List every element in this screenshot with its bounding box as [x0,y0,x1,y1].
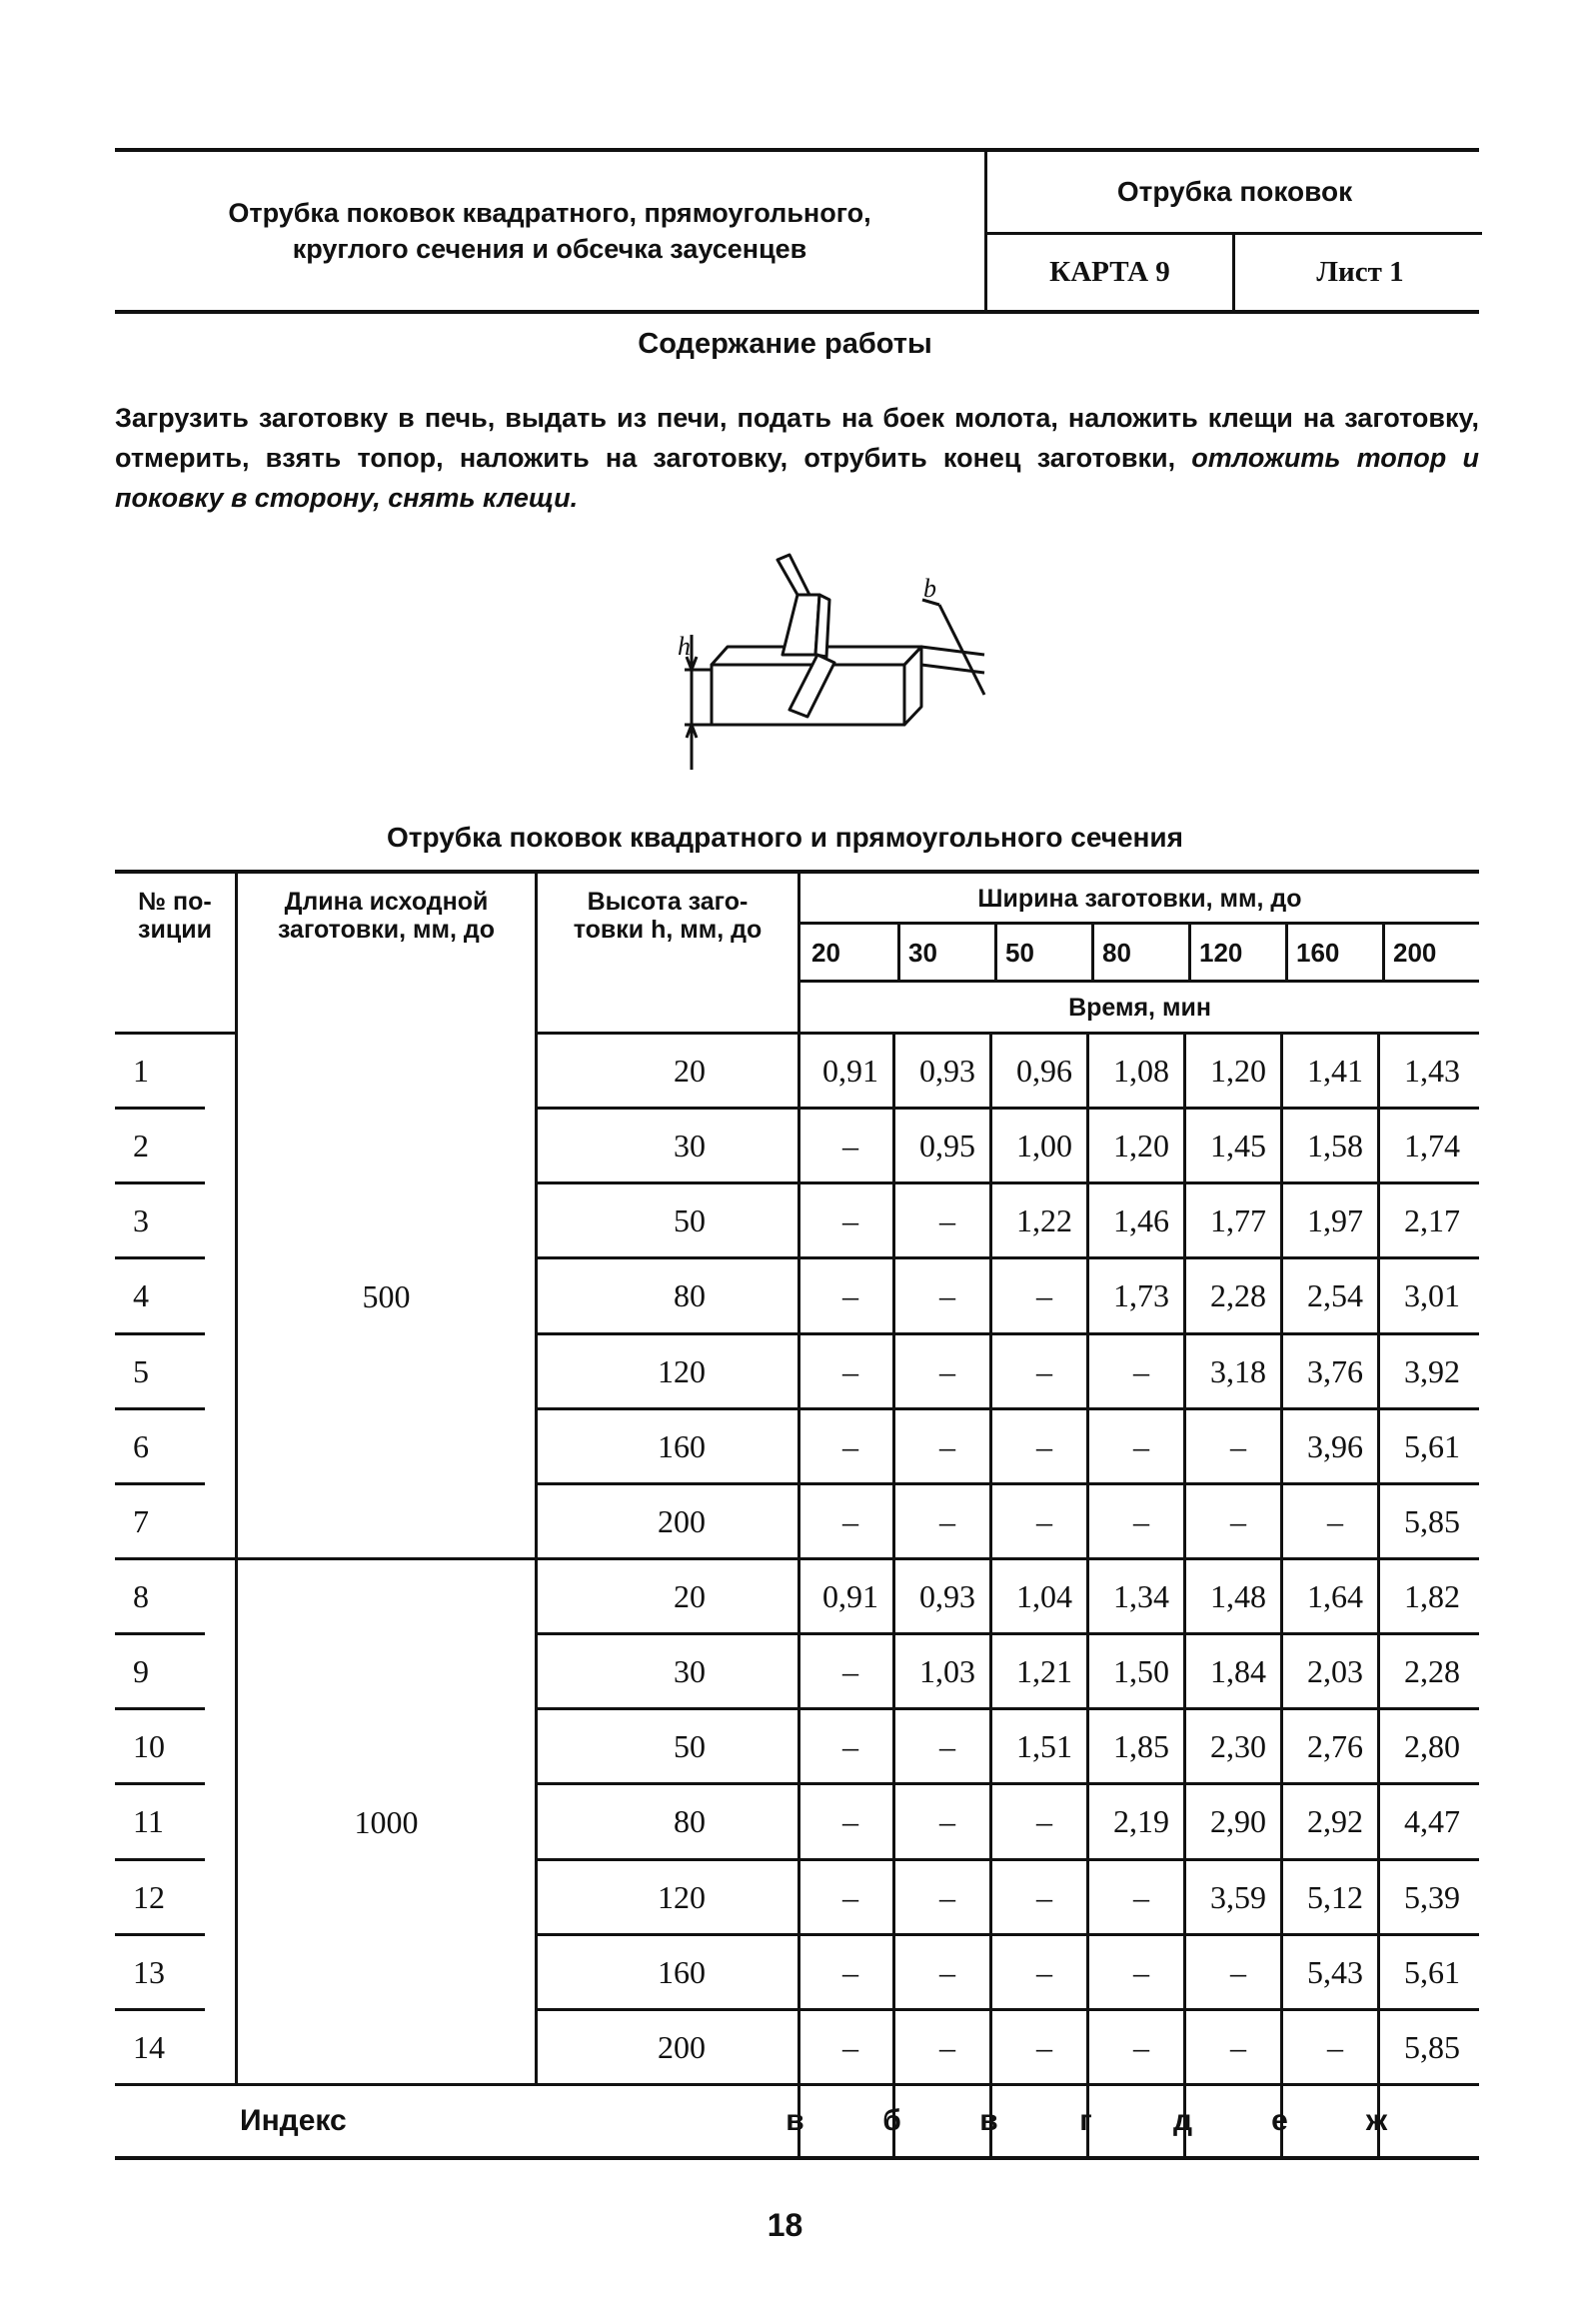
time-cell: – [939,1878,955,1915]
time-cell: – [939,1427,955,1464]
grid-h-pos [115,1332,205,1335]
time-cell: – [939,1953,955,1990]
time-cell: – [1133,1953,1149,1990]
time-cell: 1,41 [1307,1053,1363,1090]
row-position: 6 [133,1427,149,1464]
row-height: 30 [674,1128,706,1164]
time-cell: – [1036,1277,1052,1314]
grid-h-pos [115,1407,205,1410]
time-cell: – [1230,1427,1246,1464]
time-cell: 0,93 [919,1053,975,1090]
time-cell: 1,74 [1404,1128,1460,1164]
time-cell: 1,82 [1404,1578,1460,1615]
time-cell: 0,93 [919,1578,975,1615]
time-cell: – [842,1953,858,1990]
grid-h-row [535,1482,1479,1485]
time-cell: 2,30 [1210,1728,1266,1765]
grid-h-pos [115,1933,205,1936]
time-cell: 3,01 [1404,1277,1460,1314]
index-cell: б [882,2103,901,2137]
time-cell: 2,90 [1210,1803,1266,1840]
width-header-120: 120 [1199,938,1243,968]
forging-time-table [115,870,1479,2160]
time-cell: 5,39 [1404,1878,1460,1915]
time-cell: 1,45 [1210,1128,1266,1164]
grid-v-values [1377,1034,1380,2156]
time-cell: 2,28 [1404,1653,1460,1690]
axe-handle [778,555,809,595]
time-cell: 1,73 [1113,1277,1169,1314]
time-cell: 1,97 [1307,1202,1363,1239]
row-position: 3 [133,1202,149,1239]
time-cell: – [1230,1953,1246,1990]
time-cell: 1,20 [1113,1128,1169,1164]
grid-h-pos [115,1256,205,1259]
grid-h-pos [115,2008,205,2011]
grid-h-header-bottom [535,1032,1479,1035]
grid-h-pos [115,1707,205,1710]
time-cell: 1,21 [1016,1653,1072,1690]
time-cell: – [1133,1427,1149,1464]
grid-h-row [535,2008,1479,2011]
header-block [115,148,1479,314]
time-cell: 1,85 [1113,1728,1169,1765]
grid-v-length [535,874,538,2085]
time-cell: – [842,1128,858,1164]
row-height: 120 [658,1878,706,1915]
grid-v-width-header [1188,924,1191,982]
time-cell: – [939,1803,955,1840]
time-cell: 2,54 [1307,1277,1363,1314]
time-cell: – [1133,1502,1149,1539]
workpiece-diagram [640,545,999,780]
time-cell: – [1133,2028,1149,2065]
header-sheet: Лист 1 [1232,235,1485,310]
time-cell: 4,47 [1404,1803,1460,1840]
grid-v-values [1086,1034,1089,2156]
group-length-1000: 1000 [354,1803,419,1840]
grid-h-pos [115,1482,205,1485]
col-header-height-line1: Высота заго- [587,888,749,916]
work-description-main: Загрузить заготовку в печь, выдать из печи, подать на боек молота, наложить клещи на заготовку, отмерить, взять топор, наложить на заготовку, отрубить конец заготовки, [115,403,1479,473]
time-cell: – [1133,1352,1149,1389]
grid-v-height [797,874,800,2156]
header-card: КАРТА 9 [1049,256,1170,288]
width-header-20: 20 [811,938,840,968]
grid-h-row [535,1332,1479,1335]
grid-h-width-values [800,980,1479,983]
time-cell: – [842,1653,858,1690]
row-height: 200 [658,2028,706,2065]
row-height: 80 [674,1277,706,1314]
time-cell: 0,96 [1016,1053,1072,1090]
time-cell: – [842,1803,858,1840]
time-cell: – [939,1352,955,1389]
grid-h-row [535,1707,1479,1710]
time-cell: 5,85 [1404,1502,1460,1539]
grid-h-row [535,1933,1479,1936]
time-cell: – [1230,1502,1246,1539]
time-cell: – [1036,1878,1052,1915]
time-cell: – [1230,2028,1246,2065]
time-cell: 2,80 [1404,1728,1460,1765]
row-position: 10 [133,1728,165,1765]
row-height: 120 [658,1352,706,1389]
col-header-width: Ширина заготовки, мм, до [977,885,1302,913]
time-cell: 1,22 [1016,1202,1072,1239]
row-position: 8 [133,1578,149,1615]
time-cell: – [1036,1427,1052,1464]
grid-v-values [1183,1034,1186,2156]
index-cell: ж [1365,2103,1388,2137]
grid-v-values [892,1034,895,2156]
time-cell: 5,12 [1307,1878,1363,1915]
index-cell: д [1172,2103,1193,2137]
width-header-50: 50 [1005,938,1034,968]
time-cell: 5,43 [1307,1953,1363,1990]
col-header-length-line2: заготовки, мм, до [277,916,496,944]
grid-v-width-header [1091,924,1094,982]
time-cell: – [842,1427,858,1464]
index-cell: г [1079,2103,1092,2137]
grid-h-group [115,1557,1479,1560]
grid-v-width-header [897,924,900,982]
time-cell: 1,58 [1307,1128,1363,1164]
row-position: 5 [133,1352,149,1389]
index-cell: е [1271,2103,1288,2137]
row-height: 80 [674,1803,706,1840]
grid-v-values [989,1034,992,2156]
bar-right-face [904,647,921,725]
time-cell: 5,61 [1404,1953,1460,1990]
time-cell: – [1036,1502,1052,1539]
width-header-160: 160 [1296,938,1340,968]
time-cell: – [1036,1953,1052,1990]
width-header-80: 80 [1102,938,1131,968]
row-position: 13 [133,1953,165,1990]
axe-blade [783,595,819,655]
grid-h-row [535,1632,1479,1635]
grid-v-width-header [1382,924,1385,982]
col-header-position-line2: зиции [138,916,212,944]
time-cell: – [939,1502,955,1539]
row-height: 30 [674,1653,706,1690]
grid-h-row [535,1181,1479,1184]
header-title [115,152,984,310]
time-cell: 0,91 [822,1578,878,1615]
row-height: 160 [658,1953,706,1990]
grid-h-row [535,1407,1479,1410]
time-cell: – [842,1277,858,1314]
time-cell: 2,17 [1404,1202,1460,1239]
time-cell: 1,04 [1016,1578,1072,1615]
index-cell: в [979,2103,998,2137]
header-right [984,152,1482,310]
grid-v-values [1280,1034,1283,2156]
time-cell: 2,76 [1307,1728,1363,1765]
grid-h-row [535,1256,1479,1259]
time-cell: – [939,1277,955,1314]
group-length-500: 500 [362,1277,411,1314]
time-cell: 1,20 [1210,1053,1266,1090]
time-cell: – [842,1728,858,1765]
header-title-line2: круглого сечения и обсечка заусенцев [292,234,807,264]
time-cell: – [842,1878,858,1915]
time-cell: 1,00 [1016,1128,1072,1164]
row-height: 20 [674,1053,706,1090]
row-position: 2 [133,1128,149,1164]
label-h: h [678,632,691,661]
time-cell: 1,50 [1113,1653,1169,1690]
time-cell: – [1327,1502,1343,1539]
time-cell: – [842,1352,858,1389]
row-height: 160 [658,1427,706,1464]
time-cell: – [1036,1352,1052,1389]
row-height: 50 [674,1202,706,1239]
time-cell: 1,46 [1113,1202,1169,1239]
time-cell: 1,84 [1210,1653,1266,1690]
col-header-height [538,874,797,1034]
row-position: 11 [133,1803,164,1840]
grid-h-pos [115,1107,205,1110]
grid-h-pos [115,1181,205,1184]
time-cell: – [842,2028,858,2065]
col-header-length [238,874,535,1034]
time-cell: 2,92 [1307,1803,1363,1840]
time-cell: – [939,1728,955,1765]
grid-v-width-header [994,924,997,982]
time-cell: 3,92 [1404,1352,1460,1389]
time-cell: 2,19 [1113,1803,1169,1840]
width-header-200: 200 [1393,938,1437,968]
page-number: 18 [767,2207,803,2243]
grid-h-width-header [800,922,1479,925]
grid-h-pos [115,1782,205,1785]
work-description-tail: отложить топор и поковку в сторону, снять клещи. [115,443,1479,513]
col-header-position-line1: № по- [138,888,212,916]
row-position: 14 [133,2028,165,2065]
label-b: b [923,574,936,603]
index-label: Индекс [240,2103,347,2137]
index-cell: в [785,2103,804,2137]
row-position: 9 [133,1653,149,1690]
header-title-line1: Отрубка поковок квадратного, прямоугольного, [228,198,871,228]
time-cell: – [842,1502,858,1539]
time-cell: 1,03 [919,1653,975,1690]
time-cell: – [1036,2028,1052,2065]
time-cell: – [1327,2028,1343,2065]
col-header-position [115,874,235,1034]
time-cell: 1,43 [1404,1053,1460,1090]
time-cell: 3,18 [1210,1352,1266,1389]
time-cell: 2,28 [1210,1277,1266,1314]
time-cell: 1,34 [1113,1578,1169,1615]
time-cell: 3,96 [1307,1427,1363,1464]
grid-v-pos [235,874,238,2085]
width-header-30: 30 [908,938,937,968]
time-cell: 1,48 [1210,1578,1266,1615]
grid-h-row [535,1782,1479,1785]
time-cell: 0,95 [919,1128,975,1164]
grid-h-index [115,2083,1479,2086]
time-cell: 1,08 [1113,1053,1169,1090]
time-cell: 1,51 [1016,1728,1072,1765]
row-height: 200 [658,1502,706,1539]
col-header-height-line2: товки h, мм, до [573,916,763,944]
time-cell: 1,64 [1307,1578,1363,1615]
b-extension-top [921,647,984,655]
row-height: 50 [674,1728,706,1765]
time-cell: – [1133,1878,1149,1915]
col-header-length-line1: Длина исходной [284,888,489,916]
time-cell: 5,85 [1404,2028,1460,2065]
grid-h-row [535,1858,1479,1861]
work-description [115,398,1479,518]
grid-h-row [535,1107,1479,1110]
time-cell: – [1036,1803,1052,1840]
time-cell: 3,59 [1210,1878,1266,1915]
row-height: 20 [674,1578,706,1615]
grid-v-width-header [1285,924,1288,982]
row-position: 1 [133,1053,149,1090]
table-title: Отрубка поковок квадратного и прямоугольного сечения [386,822,1183,853]
row-position: 4 [133,1277,149,1314]
row-position: 12 [133,1878,165,1915]
section-title: Содержание работы [638,328,932,360]
axe-blade-side [815,595,829,657]
row-position: 7 [133,1502,149,1539]
time-cell: 5,61 [1404,1427,1460,1464]
time-cell: – [939,1202,955,1239]
grid-h-pos [115,1858,205,1861]
time-cell: – [939,2028,955,2065]
time-cell: – [842,1202,858,1239]
col-header-time: Время, мин [1068,994,1211,1022]
time-cell: 3,76 [1307,1352,1363,1389]
header-operation: Отрубка поковок [987,152,1482,235]
b-extension-bottom [921,665,984,673]
time-cell: 2,03 [1307,1653,1363,1690]
grid-h-header-bottom-pos [115,1032,235,1035]
time-cell: 0,91 [822,1053,878,1090]
grid-h-pos [115,1632,205,1635]
time-cell: 1,77 [1210,1202,1266,1239]
